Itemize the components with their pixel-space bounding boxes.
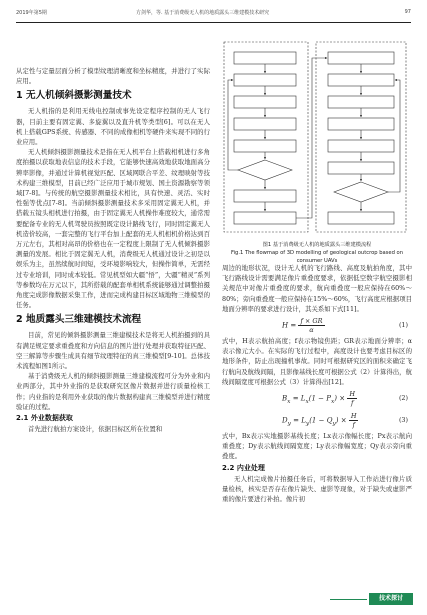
caption-english: Fig.1 The flowmap of 3D modelling of geological outcrop based on consumer UAVs	[231, 250, 403, 264]
flow-box	[328, 212, 394, 224]
flow-box	[234, 96, 296, 108]
eq-fraction: $\frac{f \times GR}{\alpha}$	[300, 317, 323, 335]
paragraph: 基于消费级无人机的倾斜摄影测量三维建模流程可分为外业和内业两部分，其中外业指的是获取研究区像片数据并进行质量检核工作；内业指的是利用外业获取的像片数据构建真三维模型并进行精度验证的过程。	[16, 372, 210, 411]
flow-box	[328, 96, 394, 108]
flow-box	[234, 52, 296, 64]
paragraph: 从定性与定量层面分析了模型纹理清晰度和坐标精度，并进行了实际应用。	[16, 67, 210, 86]
subsection-heading: 2.1 外业数据获取	[16, 414, 73, 423]
flow-box	[234, 140, 296, 152]
section-heading: 1 无人机倾斜摄影测量技术	[16, 90, 132, 102]
equation-2: $B_x = L_x(1 - P_x)$ × $\frac{H}{f}$ (2)	[282, 390, 408, 408]
paragraph: 式中，Bx表示实地摄影基线长度；Lx表示像幅长度；Px表示航向重叠度；Dy表示航线间隔宽度；Ly表示像幅宽度；Qy表示旁向重叠度。	[222, 432, 412, 461]
subsection-heading: 2.2 内业处理	[222, 463, 265, 472]
paragraph: 首先进行航拍方案设计，依据目标区所在位置和	[28, 425, 163, 434]
page-number: 97	[404, 9, 411, 15]
paragraph: 无人机指的是利用无线电控制或事先设定程序控制的无人飞行器，目前主要有固定翼、多旋翼以及直升机等类型[6]。可以在无人机上搭载GPS系统、传感器、不同的成像相机等硬件来实现不同的行业应用。	[16, 107, 210, 147]
paragraph: 目前，常见的倾斜摄影测量三维建模技术是将无人机拍摄到的具有满足规定要求重叠度和方向信息的图片进行处理并获取特征匹配、空三解算等步骤生成具有细节纹理特征的真三维模型[9-10]。总体技术流程如图1所示。	[16, 331, 210, 371]
paragraph: 周边的地形状况，设计无人机的飞行路线、高度及航拍角度，其中飞行路线设计需要满足像片重叠度要求，依据低空数字航空摄影相关规范中对像片重叠度的要求，航向重叠度一般应保持在60%～80%；旁向重叠度一般应保持在15%～60%，飞行高度应根据项目地面分辨率的要求进行设计，其关系如下式[11]。	[222, 264, 412, 313]
decision-diamond	[238, 160, 292, 180]
flow-box	[328, 140, 394, 152]
footer-rule	[330, 599, 367, 600]
section-heading: 2 地质露头三维建模技术流程	[16, 314, 142, 326]
flow-box	[234, 190, 296, 202]
flow-box	[234, 74, 296, 86]
paragraph: 无人机倾斜摄影测量技术是指在无人机平台上搭载相机进行多角度拍摄以获取地表信息的技术手段，它能够快速高效地获取地面高分辨率影像，并通过计算机视觉匹配、区域网联合平差、纹理映射等技术构建三维模型，目前已经广泛应用于城市规划、国土资源勘察等领域[7-8]。与传统的航空摄影测量技术相比，具有快速、灵活、实时性强等优点[7-8]。当前倾斜摄影测量技术多采用固定翼无人机，并搭载五镜头相机进行拍摄，由于固定翼无人机操作难度较大，通常需要配备专业的无人机驾驶员按照既定设计路线飞行，同时固定翼无人机造价较高，一套完整的飞行平台加上配套的无人机相机价格达到百万元左右，其相对高昂的价格也在一定程度上限制了无人机倾斜摄影测量的发展。相比于固定翼无人机，消费级无人机通过设计之初是以娱乐为主，虽然续航时间短，受环境影响较大，但操作简单，无需经过专业培训，同时成本较低。常见机型如大疆“悟”，大疆“精灵”系列等参数均在万元以下，其所搭载的配套单相机系统能够通过调整拍摄角度完成影像数据采集工作，进而完成构建目标区域地物三维模型的任务。	[16, 148, 210, 310]
flow-box	[234, 212, 296, 224]
flowchart-figure	[222, 40, 408, 237]
equation-number: (3)	[398, 416, 408, 425]
caption-chinese: 图1 基于消费级无人机的地质露头三维建模流程	[262, 242, 372, 248]
figure-caption	[222, 241, 412, 265]
left-column	[16, 66, 210, 434]
equation-number: (1)	[398, 321, 408, 330]
paragraph: 无人机完成像片拍摄任务后，可将数据导入工作站进行像片质量检核，核实是否存在像片缺失、虚影等现象，对于缺失或虚影严重的像片要进行补拍。像片初	[222, 474, 412, 504]
eq-fraction: $\frac{H}{f}$	[350, 412, 357, 430]
eq-fraction: $\frac{H}{f}$	[349, 390, 355, 408]
equation-1	[222, 314, 412, 336]
decision-diamond	[334, 182, 388, 202]
fieldwork-frame	[224, 42, 308, 232]
equation-number: (2)	[398, 394, 408, 403]
flow-box	[328, 162, 394, 174]
running-title: 方剑华，等. 基于消费级无人机的地质露头三维建模技术研究	[136, 10, 270, 16]
flow-box	[234, 118, 296, 130]
issue-label: 2019年第5期	[16, 10, 47, 16]
flow-box	[328, 74, 394, 86]
flow-box	[328, 52, 394, 64]
section-badge: 技术探讨	[369, 593, 413, 605]
eq-lhs: H =	[282, 321, 297, 330]
paragraph: 式中，H表示航拍高度；f表示物镜焦距；GR表示地面分辨率；α 表示像元大小。在实际的飞行过程中，高度设计也要考虑目标区的地形条件，防止出现撞机事故。同时可根据研究区的面积来确定飞行航向及航线间隔，且影像基线长度可根据公式（2）计算得出，航线间隔宽度可根据公式（3）计算得出[12]。	[222, 337, 412, 386]
equation-3: $D_y = L_y(1 - Q_y)$ × $\frac{H}{f}$ (3)	[282, 412, 408, 430]
right-column	[222, 263, 412, 504]
header-rule	[16, 22, 411, 23]
running-header	[16, 9, 411, 21]
flow-box	[328, 118, 394, 130]
